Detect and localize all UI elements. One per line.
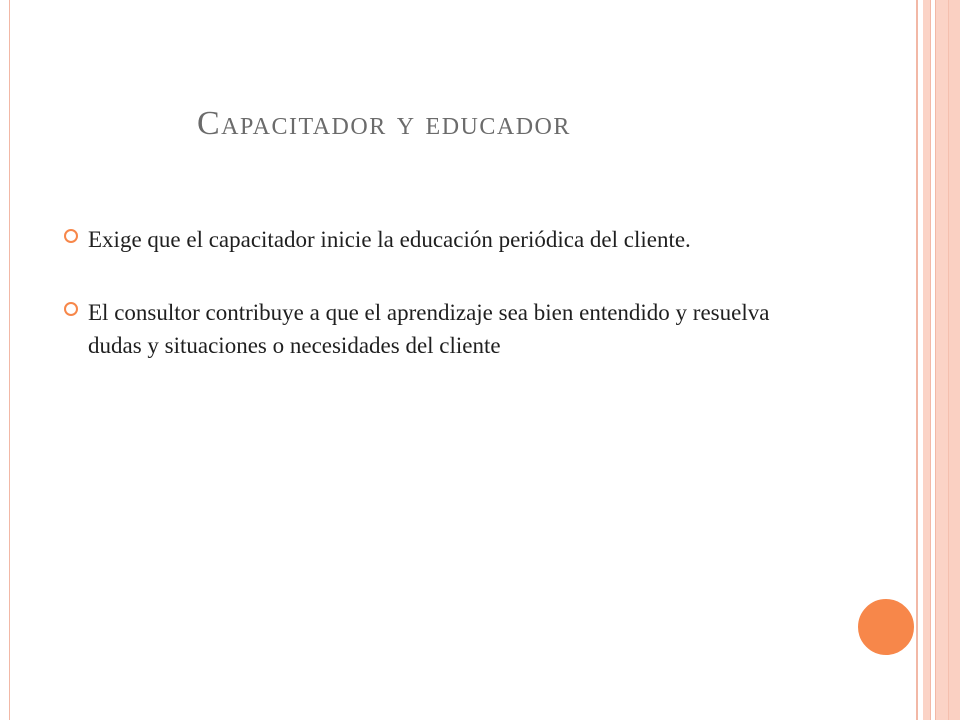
bullet-item [62, 223, 822, 256]
orange-circle-bullet-icon [62, 300, 80, 318]
accent-circle [856, 597, 916, 657]
bullet-list [62, 223, 822, 402]
bullet-text: Exige que el capacitador inicie la educación periódica del cliente. [88, 227, 691, 252]
bullet-text: El consultor contribuye a que el aprendizaje sea bien entendido y resuelva dudas y situaciones o necesidades del cliente [88, 300, 770, 358]
decorative-stripe [923, 0, 930, 720]
decorative-stripe [936, 0, 948, 720]
bullet-item [62, 296, 822, 362]
decorative-stripe [948, 0, 960, 720]
orange-circle-bullet-icon [62, 227, 80, 245]
slide-title: Capacitador y educador [197, 105, 571, 142]
